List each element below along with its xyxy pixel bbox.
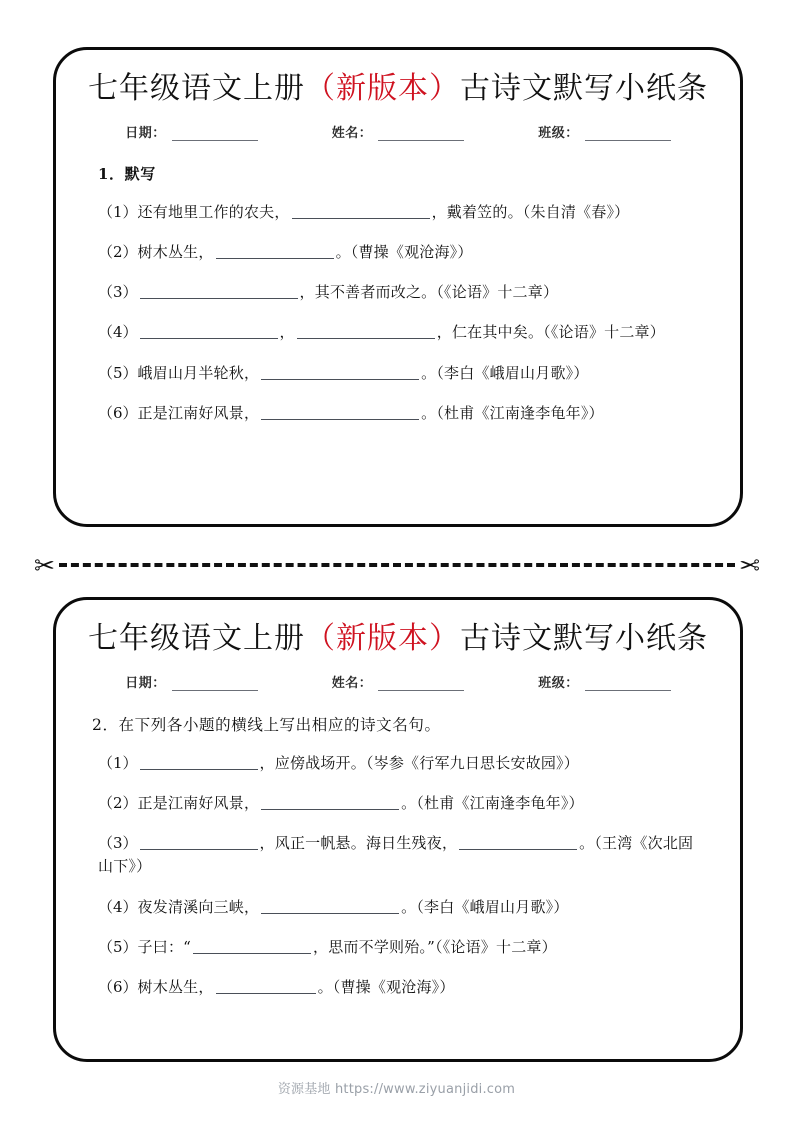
title-prefix: 七年级语文上册 [88,621,305,656]
question-text-before: 还有地里工作的农夫， [137,202,290,221]
title-prefix: 七年级语文上册 [88,71,305,106]
site-watermark: 资源基地 https://www.ziyuanjidi.com [277,1082,516,1097]
question-item [98,976,708,999]
question-item [98,936,708,959]
answer-blank[interactable] [292,204,430,219]
question-text-before: 正是江南好风景， [137,403,260,422]
question-number: （5） [98,363,138,382]
question-number: （6） [98,403,138,422]
answer-blank[interactable] [140,324,278,339]
date-label: 日期： [125,125,166,141]
question-text-before: 正是江南好风景， [137,793,260,812]
name-field [332,672,465,691]
question-item [98,752,708,775]
question-number: （2） [98,793,138,812]
card-bottom-content [56,600,740,999]
question-text-after: ，戴着笠的。（朱自清《春》） [431,202,630,221]
question-text-mid: ， [279,323,295,342]
question-item [98,321,708,344]
question-text-after: ，其不善者而改之。（《论语》十二章） [299,283,559,301]
question-item [98,362,708,385]
scissors-icon: ✂ [34,550,55,580]
name-label: 姓名： [331,125,373,141]
title-accent: （新版本） [305,71,460,106]
class-field [538,122,671,141]
question-text-after: ，思而不学则殆。”（《论语》十二章） [313,937,557,956]
question-item [98,201,708,224]
question-number: （4） [98,323,138,342]
name-label: 姓名： [331,675,373,691]
question-text-after: 。（曹操《观沧海》） [317,978,455,996]
question-number: （4） [98,897,138,916]
question-number: （1） [98,202,138,221]
question-text-before: 峨眉山月半轮秋， [137,363,260,382]
meta-row-bottom [82,672,714,691]
class-label: 班级： [538,125,579,141]
date-blank-line[interactable] [172,677,258,691]
title-suffix: 古诗文默写小纸条 [460,71,708,106]
answer-blank[interactable] [193,939,311,954]
question-text-after: ，仁在其中矣。（《论语》十二章） [436,323,665,342]
question-item [98,792,708,815]
question-text-after: 。（王湾《次北固山下》） [98,834,694,876]
section-heading-2: 2．在下列各小题的横线上写出相应的诗文名句。 [92,715,441,734]
meta-row-top [82,122,714,141]
question-number: （5） [98,937,138,956]
class-label: 班级： [538,675,579,691]
class-blank-line[interactable] [585,677,671,691]
date-blank-line[interactable] [172,127,258,141]
answer-blank[interactable] [216,979,316,994]
question-list-1 [98,201,708,426]
name-field [332,122,465,141]
scissors-icon: ✂ [739,550,760,580]
answer-blank[interactable] [261,405,419,420]
worksheet-card-top [53,47,743,527]
question-text-after: 。（杜甫《江南逢李龟年》） [421,403,604,422]
answer-blank[interactable] [261,795,399,810]
name-blank-line[interactable] [378,677,464,691]
question-number: （3） [98,283,138,301]
answer-blank[interactable] [459,835,577,850]
title-suffix: 古诗文默写小纸条 [460,621,708,656]
cut-line [34,548,760,582]
question-number: （3） [98,834,138,852]
question-text-after: 。（李白《峨眉山月歌》） [401,897,569,916]
answer-blank[interactable] [216,244,334,259]
question-list-2 [98,752,708,1000]
answer-blank[interactable] [140,284,298,299]
question-text-after: 。（李白《峨眉山月歌》） [421,363,589,382]
class-field [538,672,671,691]
question-text-before: 树木丛生， [137,242,214,261]
date-label: 日期： [125,675,166,691]
title-accent: （新版本） [305,621,460,656]
question-item [98,281,708,304]
section-heading-1: 1．默写 [98,164,156,183]
name-blank-line[interactable] [378,127,464,141]
question-text-after: ，应傍战场开。（岑参《行军九日思长安故园》） [259,753,579,772]
answer-blank[interactable] [261,365,419,380]
question-text-after: 。（曹操《观沧海》） [335,242,473,261]
answer-blank[interactable] [140,835,258,850]
question-item [98,241,708,264]
page-title [82,70,714,108]
card-top-content [56,50,740,425]
question-text-before: 树木丛生， [137,978,214,996]
question-text-before: 夜发清溪向三峡， [137,897,260,916]
question-text-before: 子曰：“ [137,937,192,956]
class-blank-line[interactable] [585,127,671,141]
page-title [82,620,714,658]
question-item [98,896,708,919]
answer-blank[interactable] [261,899,399,914]
dashed-cut-rule [59,563,735,567]
question-number: （1） [98,753,138,772]
question-text-after: 。（杜甫《江南逢李龟年》） [401,793,584,812]
question-item [98,402,708,425]
question-number: （2） [98,242,138,261]
answer-blank[interactable] [297,324,435,339]
date-field [125,672,258,691]
question-text-mid: ，风正一帆悬。海日生残夜， [259,834,458,852]
date-field [125,122,258,141]
worksheet-card-bottom [53,597,743,1062]
question-number: （6） [98,978,138,996]
question-item [98,832,708,879]
answer-blank[interactable] [140,755,258,770]
